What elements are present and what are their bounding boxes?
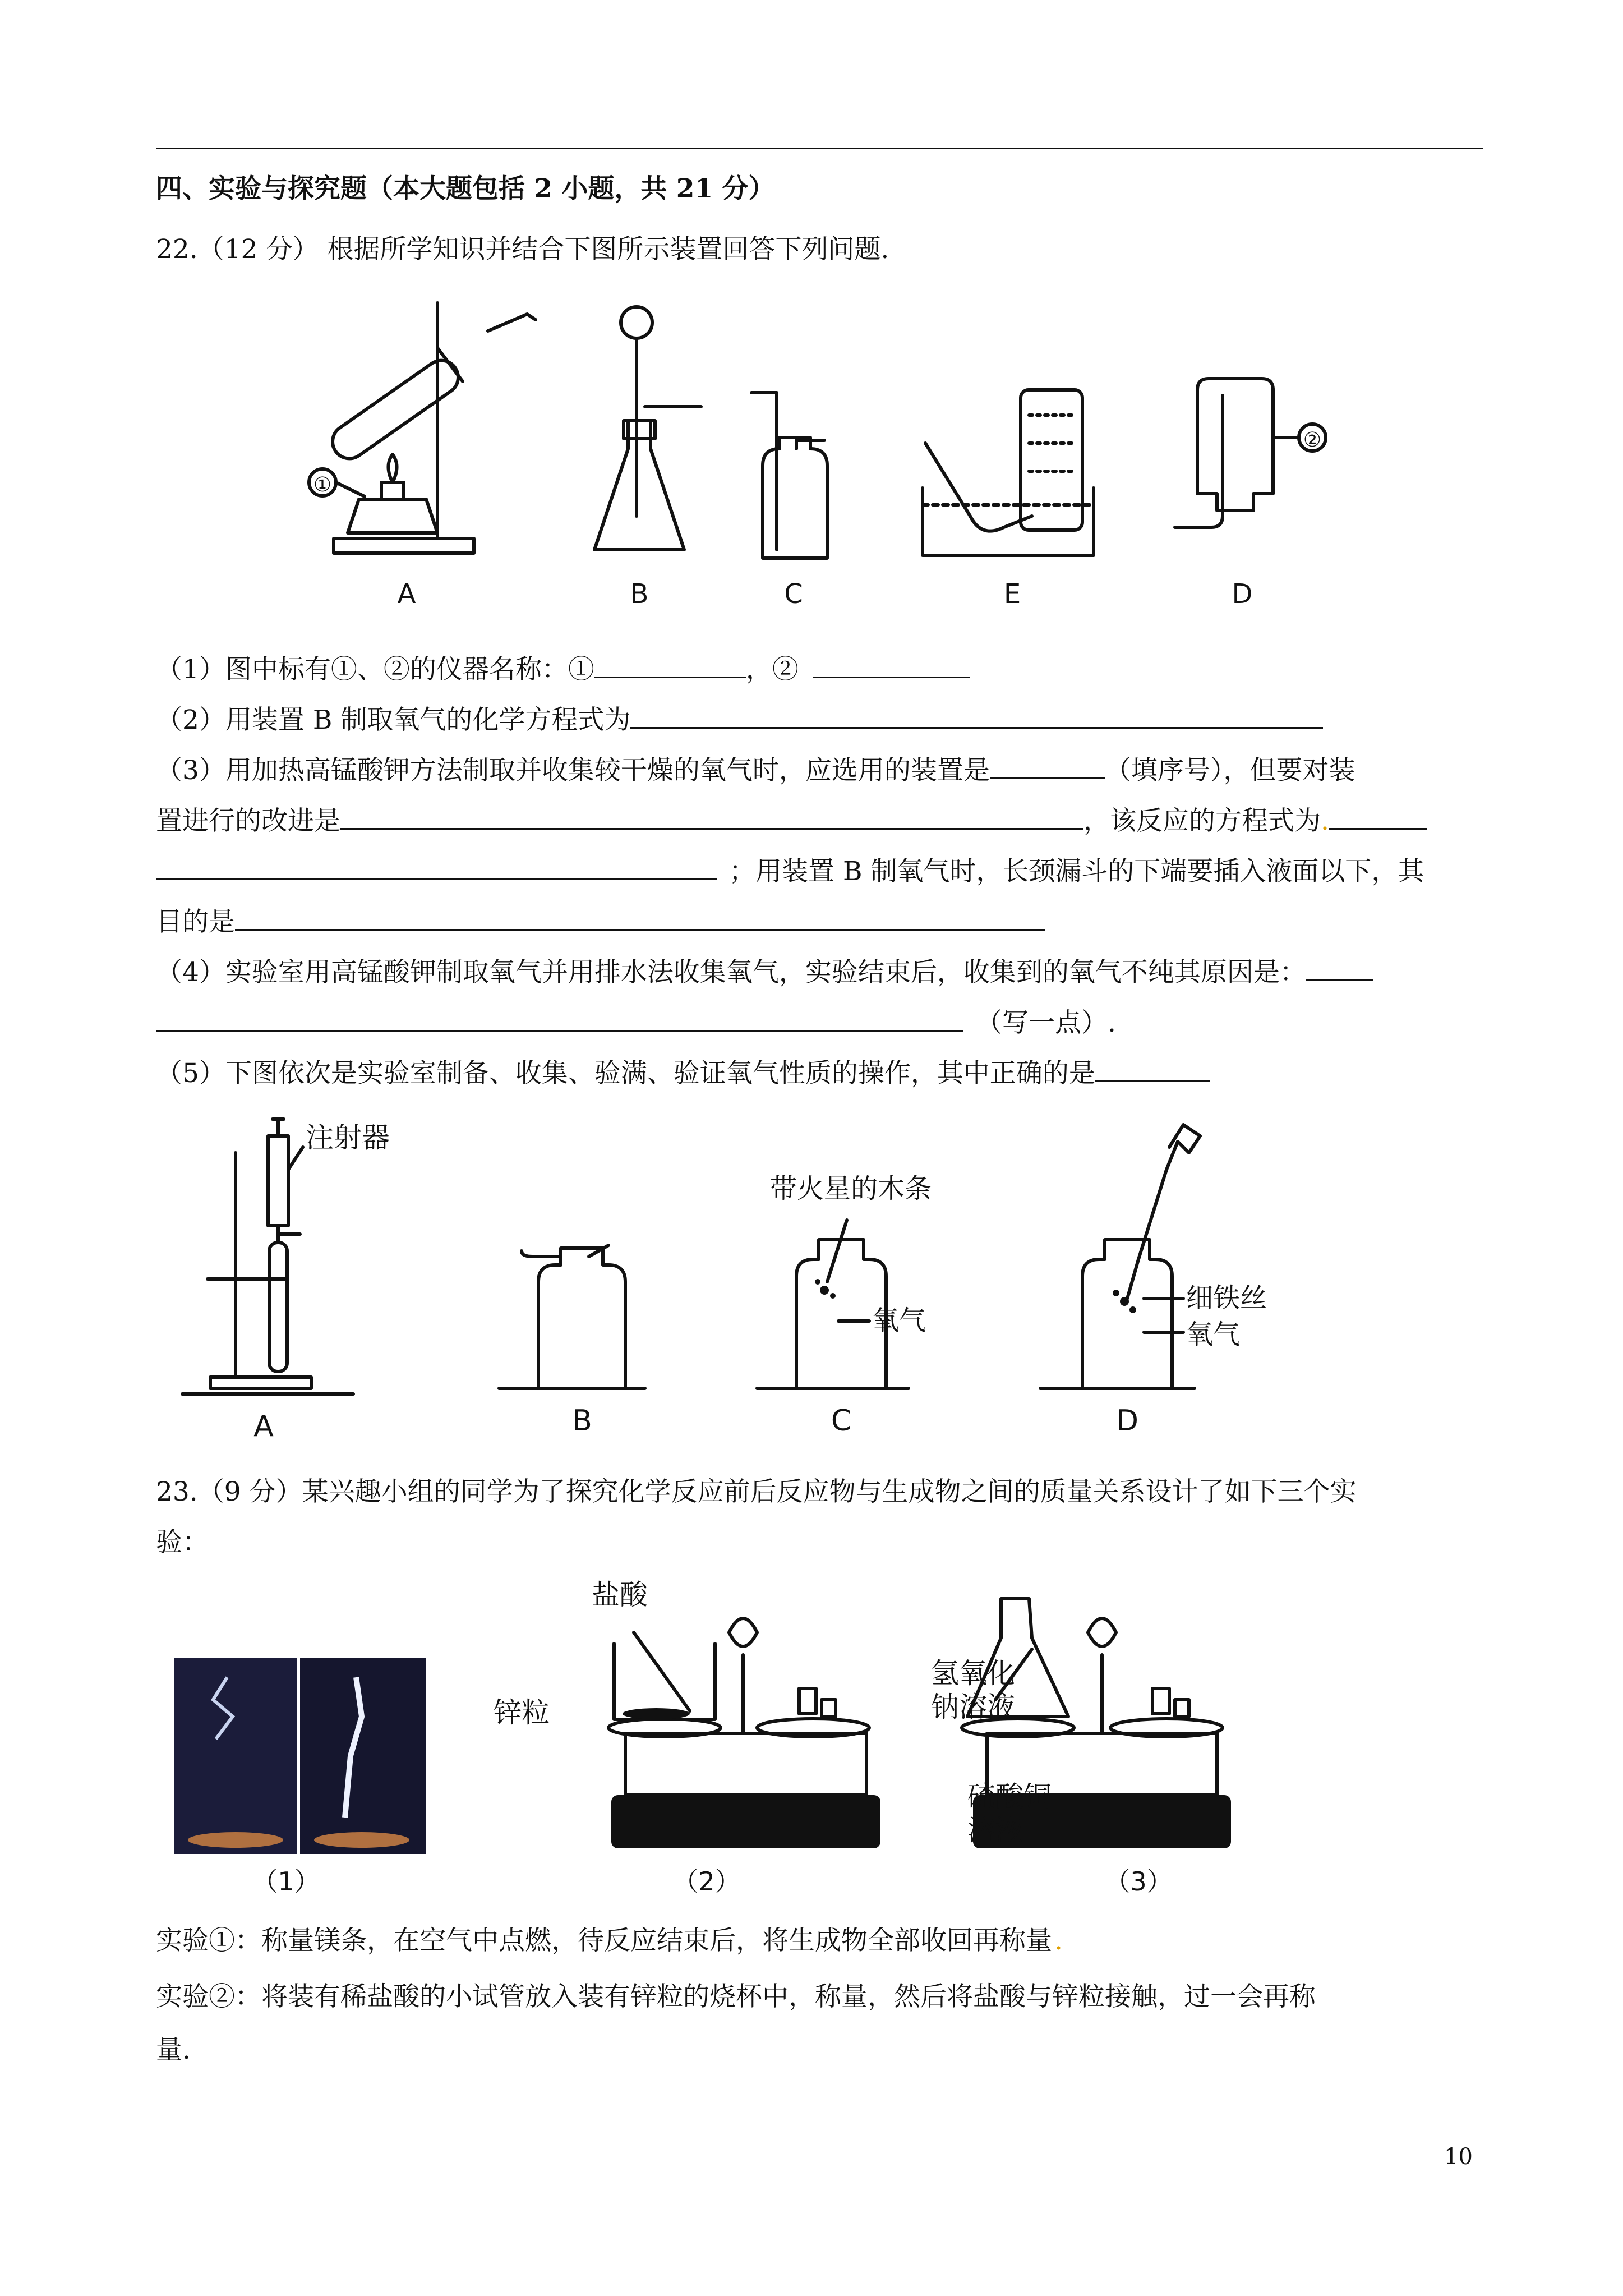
answer-blank-3d[interactable]: [156, 853, 717, 880]
answer-blank-3a[interactable]: [990, 752, 1105, 779]
q22-part2-text: （2）用装置 B 制取氧气的化学方程式为: [156, 705, 631, 735]
operation-a: [182, 1119, 353, 1394]
iron-wire-label: 细铁丝: [1186, 1282, 1267, 1314]
answer-blank-4b[interactable]: [156, 1004, 963, 1032]
answer-blank-2[interactable]: [630, 701, 1323, 729]
apparatus-figure-3: [160, 1571, 1287, 1902]
answer-blank-3b[interactable]: [340, 802, 1083, 830]
apparatus-figure-1: [303, 280, 1391, 617]
oxygen-label-c: 氧气: [872, 1305, 926, 1336]
answer-blank-4a[interactable]: [1306, 954, 1373, 981]
q22-part3-text-d: ，该反应的方程式为: [1083, 806, 1321, 836]
answer-blank-5[interactable]: [1095, 1055, 1210, 1082]
exp1-dot: .: [1054, 1925, 1063, 1956]
apparatus-a: [309, 303, 536, 553]
label-e: E: [1003, 578, 1021, 610]
zinc-label: 锌粒: [494, 1696, 550, 1729]
label-c: C: [784, 578, 803, 610]
section-heading: 四、实验与探究题（本大题包括 2 小题，共 21 分）: [156, 173, 775, 204]
page-number: 10: [1444, 2144, 1473, 2170]
splint-label: 带火星的木条: [770, 1173, 932, 1204]
q23-intro-line2: 验：: [156, 1527, 209, 1558]
answer-blank-1b[interactable]: [813, 651, 970, 678]
apparatus-c: [751, 393, 827, 558]
q22-part3-line4: [156, 903, 1045, 939]
syringe-label: 注射器: [306, 1121, 390, 1154]
operation-b: [499, 1245, 645, 1388]
fig-label-1: （1）: [252, 1866, 320, 1897]
q23-experiment-1: [156, 1924, 1063, 1958]
cuso4-label-2: 溶液: [967, 1814, 1023, 1847]
operation-c: [757, 1220, 909, 1388]
hcl-label: 盐酸: [592, 1579, 648, 1611]
q22-part1: [156, 651, 970, 687]
balance-2: [608, 1618, 880, 1848]
top-rule: [156, 148, 1483, 149]
label-b: B: [630, 578, 649, 610]
q22-part3-text-b: （填序号），但要对装: [1104, 755, 1355, 786]
answer-blank-3e[interactable]: [235, 903, 1045, 931]
apparatus-e: [923, 390, 1094, 555]
magnesium-photo: [174, 1658, 426, 1854]
apparatus-d: [1175, 379, 1326, 527]
apparatus-b: [594, 307, 701, 550]
q22-part3-text-c: 置进行的改进是: [156, 806, 340, 836]
q22-part3-line2: [156, 802, 1427, 838]
answer-blank-1a[interactable]: [594, 651, 746, 678]
operation-d: [1040, 1125, 1200, 1388]
label-a: A: [397, 578, 416, 610]
q22-part4-line1: [156, 954, 1373, 990]
q22-part5-text: （5）下图依次是实验室制备、收集、验满、验证氧气性质的操作，其中正确的是: [156, 1058, 1095, 1089]
label-d: D: [1232, 578, 1253, 610]
q22-part3-dot: .: [1321, 806, 1329, 836]
q22-part4-text-a: （4）实验室用高锰酸钾制取氧气并用排水法收集氧气，实验结束后，收集到的氧气不纯其原因是：: [156, 957, 1306, 988]
op-label-d: D: [1115, 1404, 1139, 1438]
naoh-label-1: 氢氧化: [931, 1657, 1015, 1690]
q22-part4-text-b: （写一点）.: [976, 1007, 1116, 1038]
q22-part3-line3: [156, 853, 1424, 889]
q22-part3-text-e: ；用装置 B 制氧气时，长颈漏斗的下端要插入液面以下，其: [729, 856, 1424, 887]
op-label-a: A: [253, 1410, 274, 1443]
naoh-label-2: 钠溶液: [931, 1691, 1015, 1723]
q22-part3-text-f: 目的是: [156, 907, 235, 937]
apparatus-figure-2: [174, 1114, 1380, 1450]
q22-part1-text-b: ，②: [745, 654, 799, 685]
q22-part4-line2: [156, 1004, 1116, 1040]
q23-intro-line1: 23.（9 分）某兴趣小组的同学为了探究化学反应前后反应物与生成物之间的质量关系设计了如下三个实: [156, 1476, 1357, 1507]
fig-label-3: （3）: [1104, 1866, 1173, 1897]
op-label-c: C: [831, 1404, 852, 1438]
op-label-b: B: [572, 1404, 592, 1438]
q23-experiment-2-line1: 实验②：将装有稀盐酸的小试管放入装有锌粒的烧杯中，称量，然后将盐酸与锌粒接触，过一会再称: [156, 1981, 1316, 2012]
q22-part5: [156, 1055, 1210, 1091]
q22-part3-line1: [156, 752, 1355, 788]
circle-2-label: ②: [1303, 429, 1322, 452]
fig-label-2: （2）: [672, 1866, 741, 1897]
oxygen-label-d: 氧气: [1186, 1319, 1241, 1350]
cuso4-label-1: 硫酸铜: [967, 1780, 1052, 1813]
q22-part3-text-a: （3）用加热高锰酸钾方法制取并收集较干燥的氧气时，应选用的装置是: [156, 755, 990, 786]
q23-experiment-2-line2: 量.: [156, 2035, 191, 2065]
circle-1-label: ①: [313, 473, 332, 496]
q22-part1-text-a: （1）图中标有①、②的仪器名称：①: [156, 654, 594, 685]
answer-blank-3c[interactable]: [1329, 802, 1427, 830]
q22-part2: [156, 701, 1323, 737]
q22-intro: 22.（12 分） 根据所学知识并结合下图所示装置回答下列问题.: [156, 234, 889, 265]
exp1-text: 实验①：称量镁条，在空气中点燃，待反应结束后，将生成物全部收回再称量: [156, 1925, 1052, 1956]
